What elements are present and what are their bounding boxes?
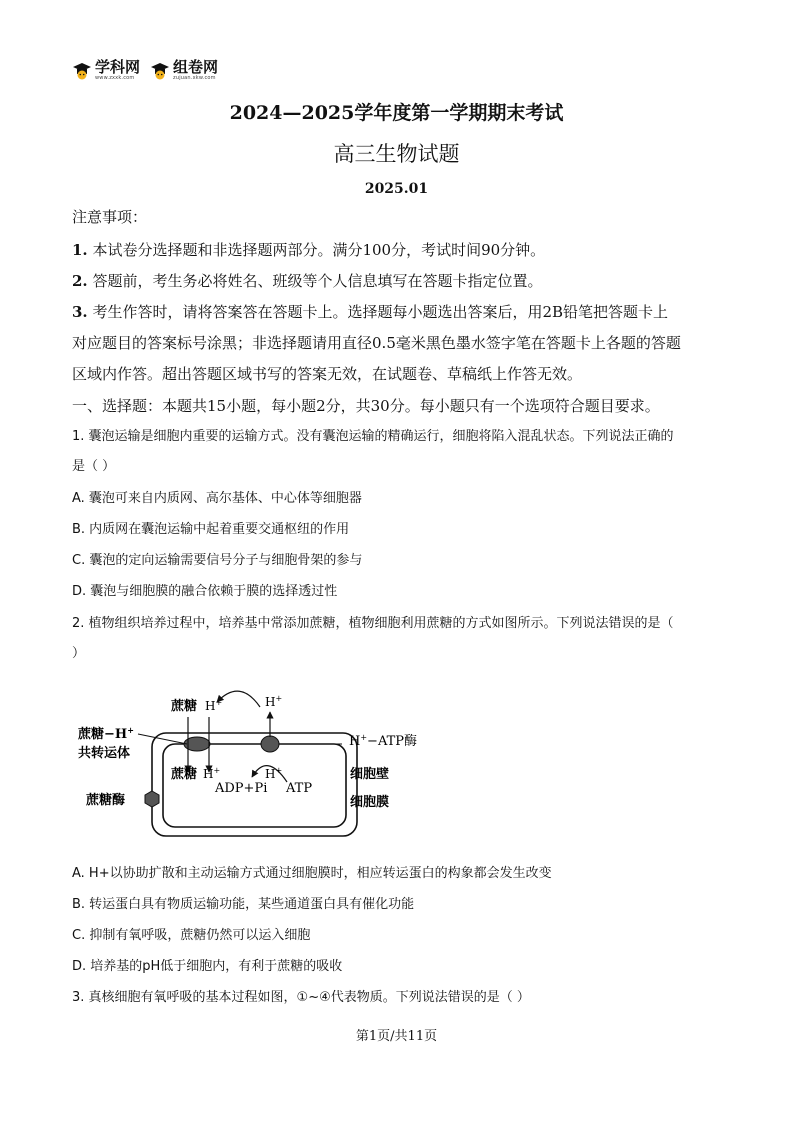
notice-item-3-number: 3. bbox=[72, 303, 88, 321]
q2-option-b: B. 转运蛋白具有物质运输功能，某些通道蛋白具有催化功能 bbox=[72, 897, 415, 912]
label-atpase-h: H bbox=[349, 734, 361, 749]
q3-stem: 3. 真核细胞有氧呼吸的基本过程如图，①~④代表物质。下列说法错误的是（ ） bbox=[72, 990, 530, 1005]
q1-option-d: D. 囊泡与细胞膜的融合依赖于膜的选择透过性 bbox=[72, 584, 338, 599]
q2-option-a: A. H+以协助扩散和主动运输方式通过细胞膜时，相应转运蛋白的构象都会发生改变 bbox=[72, 866, 552, 881]
label-cotransporter-text: 蔗糖−H bbox=[78, 727, 128, 742]
label-h-in2-charge: + bbox=[275, 766, 283, 775]
graduation-cap-icon bbox=[72, 62, 92, 80]
q1-stem-line2: 是（ ） bbox=[72, 459, 116, 474]
sucrose-transport-diagram bbox=[72, 682, 432, 842]
notice-item-3-text: 考生作答时，请将答案答在答题卡上。选择题每小题选出答案后，用2B铅笔把答题卡上 bbox=[92, 303, 669, 321]
exam-subtitle: 高三生物试题 bbox=[333, 142, 460, 166]
q1-option-c: C. 囊泡的定向运输需要信号分子与细胞骨架的参与 bbox=[72, 553, 363, 568]
h-cycle-arrow bbox=[217, 691, 260, 707]
notice-item-2-number: 2. bbox=[72, 272, 88, 290]
label-h-top-letter: H bbox=[205, 699, 216, 713]
graduation-cap-icon bbox=[150, 62, 170, 80]
label-atpase-charge: + bbox=[360, 733, 368, 742]
section-heading: 一、选择题：本题共15小题，每小题2分，共30分。每小题只有一个选项符合题目要求。 bbox=[72, 397, 660, 415]
notice-heading: 注意事项： bbox=[72, 208, 148, 226]
page-footer: 第1页/共11页 bbox=[355, 1029, 438, 1044]
label-h-in-letter: H bbox=[203, 767, 214, 781]
label-cotransporter-charge: + bbox=[127, 725, 134, 735]
logo1-url: www.zxxk.com bbox=[95, 75, 135, 81]
label-cotransporter-line2: 共转运体 bbox=[78, 746, 131, 761]
label-sucrose-in: 蔗糖 bbox=[171, 767, 198, 782]
q2-stem-line2: ） bbox=[72, 646, 86, 661]
label-cotransporter-line1 bbox=[78, 725, 134, 742]
exam-date: 2025.01 bbox=[364, 181, 429, 197]
label-atpase-text: −ATP酶 bbox=[367, 734, 418, 749]
notice-item-1-text: 本试卷分选择题和非选择题两部分。满分100分，考试时间90分钟。 bbox=[92, 241, 546, 259]
atpase-protein bbox=[261, 736, 279, 752]
notice-item-2-text: 答题前，考生务必将姓名、班级等个人信息填写在答题卡指定位置。 bbox=[92, 272, 543, 290]
q1-stem-line1: 1. 囊泡运输是细胞内重要的运输方式。没有囊泡运输的精确运行，细胞将陷入混乱状态。下列说法正确的 bbox=[72, 429, 674, 444]
label-adp: ADP+Pi bbox=[215, 781, 268, 796]
label-h-top bbox=[205, 698, 222, 713]
exam-title: 2024—2025学年度第一学期期末考试 bbox=[229, 102, 564, 124]
sucrase-enzyme bbox=[145, 791, 159, 807]
logo-zujuanwang bbox=[150, 60, 218, 81]
notice-item-3 bbox=[72, 302, 724, 322]
label-h-in2-letter: H bbox=[265, 767, 276, 781]
logo-xuekewang bbox=[72, 60, 140, 81]
notice-item-3-line3: 区域内作答。超出答题区域书写的答案无效，在试题卷、草稿纸上作答无效。 bbox=[72, 365, 583, 383]
notice-item-1 bbox=[72, 240, 724, 260]
logo2-url: zujuan.xkw.com bbox=[173, 75, 216, 81]
q2-option-c: C. 抑制有氧呼吸，蔗糖仍然可以运入细胞 bbox=[72, 928, 311, 943]
cotransporter-pointer bbox=[138, 734, 187, 744]
label-cell-membrane: 细胞膜 bbox=[350, 795, 390, 810]
logo2-text: 组卷网 bbox=[173, 58, 219, 76]
label-cell-wall: 细胞壁 bbox=[350, 767, 390, 782]
label-sucrase: 蔗糖酶 bbox=[86, 793, 126, 808]
label-h-right-charge: + bbox=[275, 694, 283, 703]
notice-item-1-number: 1. bbox=[72, 241, 88, 259]
label-h-in-charge: + bbox=[213, 766, 221, 775]
q2-stem-line1: 2. 植物组织培养过程中，培养基中常添加蔗糖，植物细胞利用蔗糖的方式如图所示。下列说法错误的是（ bbox=[72, 616, 674, 631]
notice-item-2 bbox=[72, 271, 724, 291]
label-h-right-letter: H bbox=[265, 695, 276, 709]
label-atp: ATP bbox=[286, 781, 313, 796]
label-sucrose-top: 蔗糖 bbox=[171, 699, 198, 714]
q1-option-b: B. 内质网在囊泡运输中起着重要交通枢纽的作用 bbox=[72, 522, 350, 537]
header-logo bbox=[72, 60, 218, 81]
q1-option-a: A. 囊泡可来自内质网、高尔基体、中心体等细胞器 bbox=[72, 491, 362, 506]
label-h-top-charge: + bbox=[215, 698, 223, 707]
logo1-text: 学科网 bbox=[95, 58, 141, 76]
label-h-in2 bbox=[265, 766, 282, 781]
q2-option-d: D. 培养基的pH低于细胞内，有利于蔗糖的吸收 bbox=[72, 959, 343, 974]
label-h-in bbox=[203, 766, 220, 781]
label-atpase bbox=[349, 733, 417, 749]
notice-item-3-line2: 对应题目的答案标号涂黑；非选择题请用直径0.5毫米黑色墨水签字笔在答题卡上各题的答题 bbox=[72, 334, 681, 352]
label-h-right bbox=[265, 694, 282, 709]
